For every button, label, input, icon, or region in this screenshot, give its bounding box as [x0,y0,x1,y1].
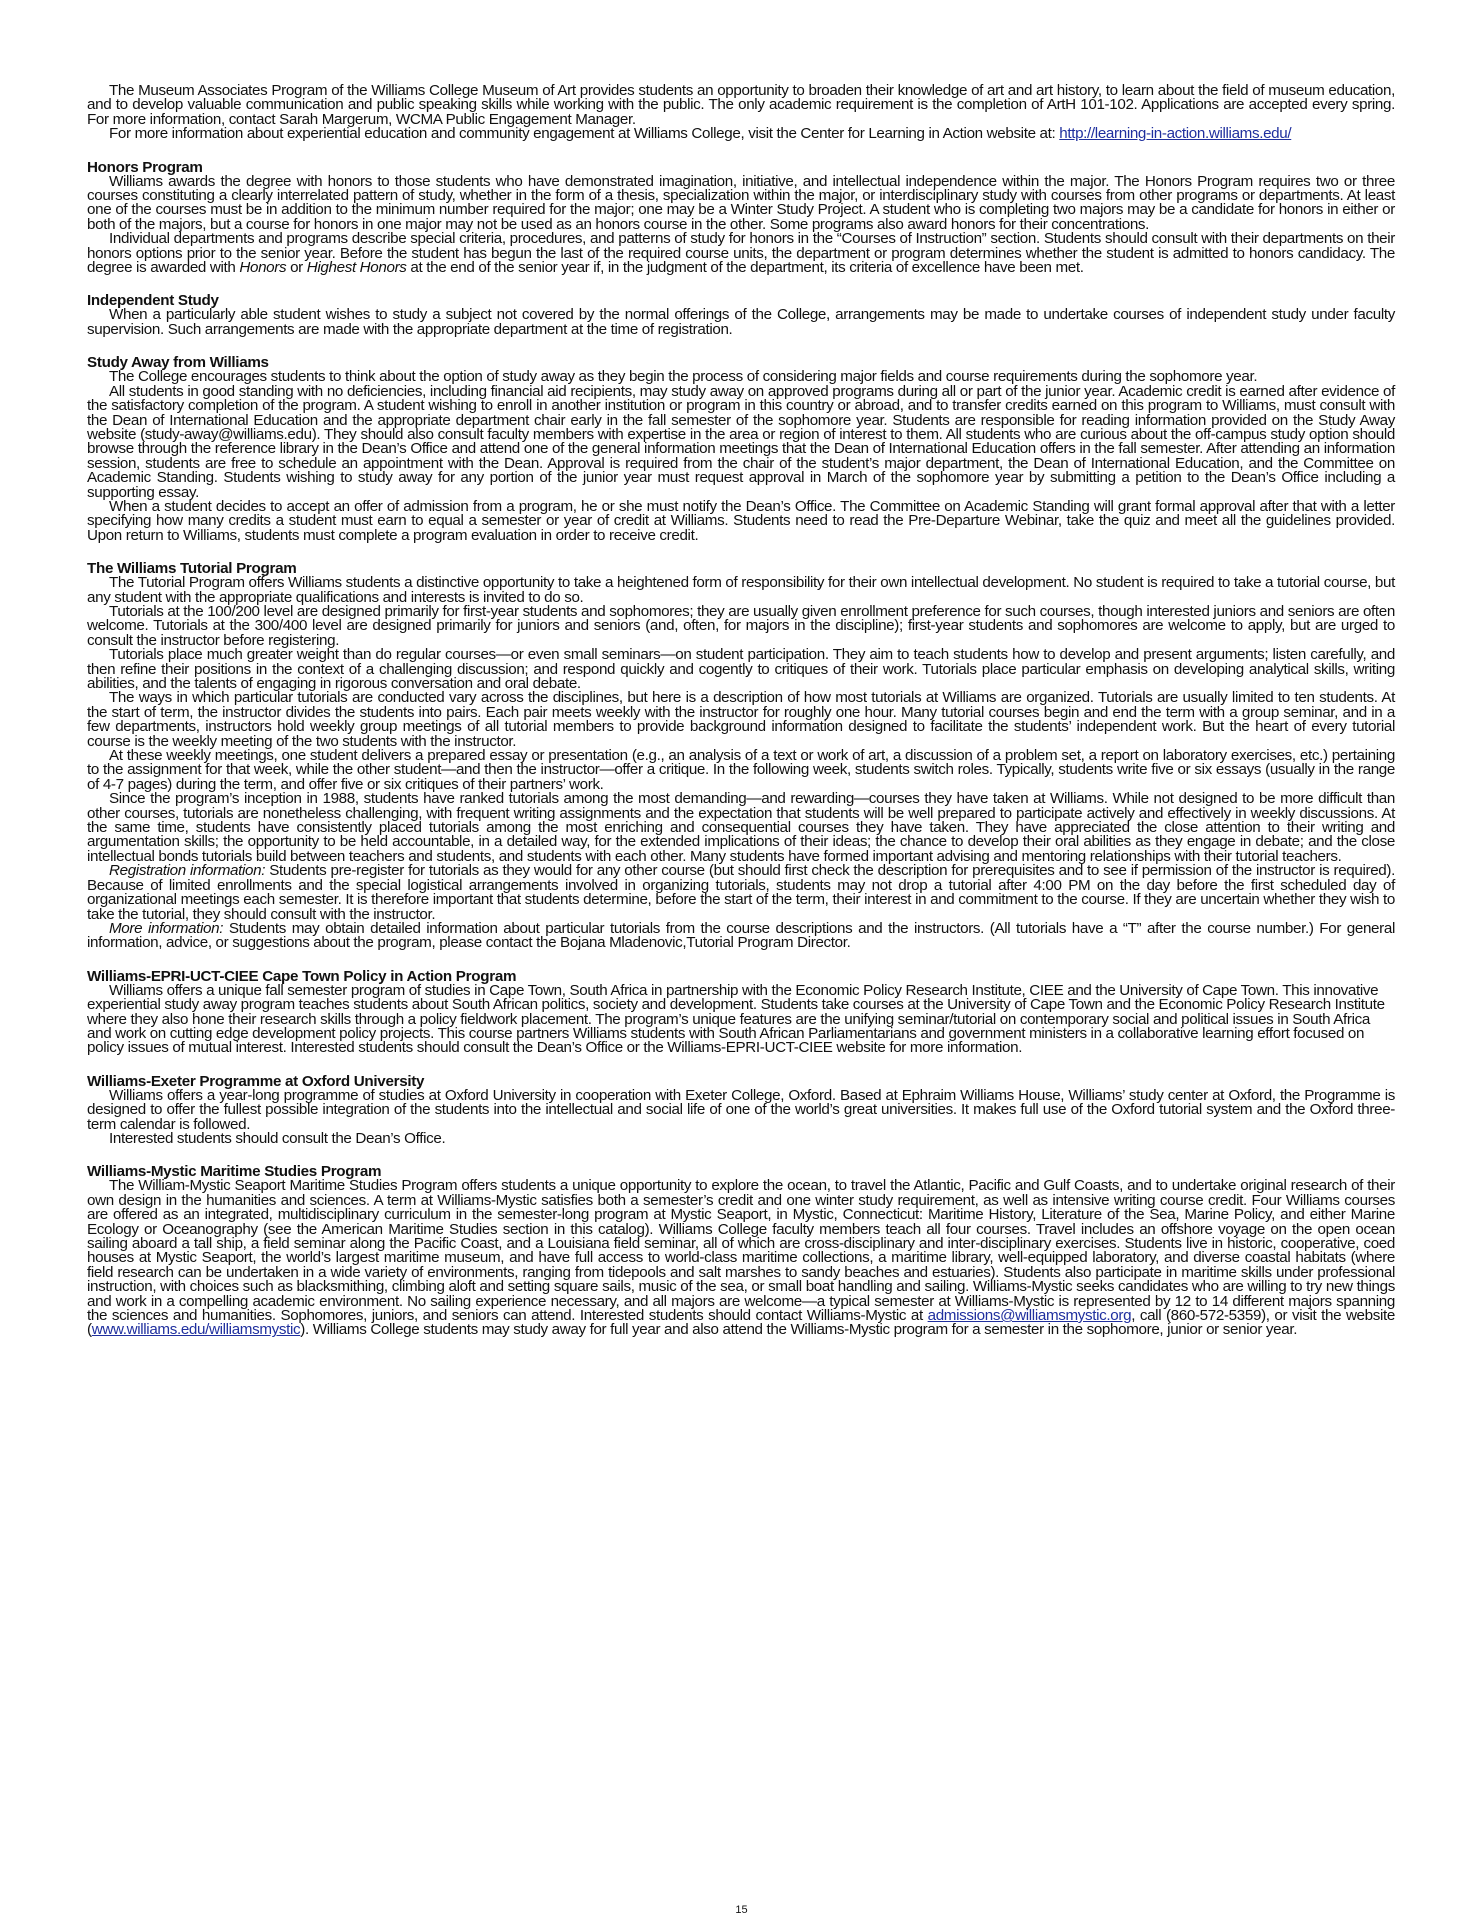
section-study-away [87,355,1395,543]
paragraph: The ways in which particular tutorials are conducted vary across the disciplines, but here is a description of how most tutorials at Williams are organized. Tutorials are usually limited to ten students. At the start of term, the instructor divides the students into pairs. Each pair meets weekly with the instructor for roughly one hour. Many tutorial courses begin and end the term with a group seminar, and in a few departments, instructors hold weekly group meetings of all tutorial members to provide background information designed to facilitate the students’ independent work. But the heart of every tutorial course is the weekly meeting of the two students with the instructor. [87,689,1395,750]
paragraph: The Museum Associates Program of the Williams College Museum of Art provides students an opportunity to broaden their knowledge of art and art history, to learn about the field of museum education, and to develop valuable communication and public speaking skills while working with the public. The only academic requirement is the completion of ArtH 101-102. Applications are accepted every spring. For more information, contact Sarah Margerum, WCMA Public Engagement Manager. [87,82,1395,128]
paragraph: When a student decides to accept an offer of admission from a program, he or she must notify the Dean’s Office. The Committee on Academic Standing will grant formal approval after that with a letter specifying how many credits a student must earn to equal a semester or year of credit at Williams. Students need to read the Pre-Departure Webinar, take the quiz and meet all the guidelines provided. Upon return to Williams, students must complete a program evaluation in order to receive credit. [87,497,1395,544]
mystic-email-link[interactable]: admissions@williamsmystic.org [927,1307,1132,1325]
more-info-label: More information: [109,919,224,937]
paragraph [87,232,1395,275]
section-heading: The Williams Tutorial Program [87,560,297,578]
paragraph-text: Individual departments and programs describe special criteria, procedures, and patterns of study for honors in the “Courses of Instruction” section. Students should consult with their departments on their honors options prior to the senior year. Before the student has begun the last of the required course units, the department or program determines whether the student is admitted to honors candidacy. The degree is awarded with [87,230,1395,277]
section-honors [87,160,1395,276]
section-heading: Honors Program [87,158,203,176]
section-heading: Study Away from Williams [87,354,269,372]
section-heading: Williams-EPRI-UCT-CIEE Cape Town Policy in Action Program [87,967,517,985]
section-heading: Williams-Exeter Programme at Oxford University [87,1072,425,1090]
emphasis-honors: Honors [239,259,287,277]
paragraph-text: For more information about experiential education and community engagement at Williams College, visit the Center for Learning in Action website at: [109,125,1060,143]
paragraph: Williams offers a year-long programme of studies at Oxford University in cooperation with Exeter College, Oxford. Based at Ephraim Williams House, Williams’ study center at Oxford, the Programme is designed to offer the fullest possible integration of the students into the intellectual and social life of one of the world’s great universities. It makes full use of the Oxford tutorial system and the Oxford three-term calendar is followed. [87,1086,1395,1133]
section-heading: Independent Study [87,292,219,310]
paragraph-text: ). Williams College students may study away for full year and also attend the Williams-Mystic program for a semester in the sophomore, junior or senior year. [300,1321,1298,1339]
section-mystic [87,1164,1395,1337]
catalog-page [87,84,1395,1338]
learning-in-action-link[interactable]: http://learning-in-action.williams.edu/ [1059,125,1292,143]
paragraph [87,919,1395,952]
paragraph-text: or [286,259,307,277]
paragraph: Tutorials at the 100/200 level are designed primarily for first-year students and sophomores; they are usually given enrollment preference for such courses, though interested juniors and seniors are often welcome. Tutorials at the 300/400 level are designed primarily for juniors and seniors (and, often, for majors in the discipline); first-year students and sophomores are welcome to apply, but are urged to consult the instructor before registering. [87,602,1395,649]
paragraph-text: Students may obtain detailed information about particular tutorials from the course descriptions and the instructors. (All tutorials have a “T” after the course number.) For general information, advice, or suggestions about the program, please contact the Bojana Mladenovic,Tutorial Program Director. [87,919,1395,952]
paragraph: Tutorials place much greater weight than do regular courses—or even small seminars—on student participation. They aim to teach students how to develop and present arguments; listen carefully, and then refine their positions in the context of a challenging discussion; and respond quickly and cogently to critiques of their work. Tutorials place particular emphasis on developing analytical skills, writing abilities, and the talents of engaging in rigorous conversation and oral debate. [87,646,1395,692]
page-number: 15 [735,1904,748,1916]
paragraph [87,1179,1395,1337]
mystic-website-link[interactable]: www.williams.edu/williamsmystic [91,1321,301,1339]
paragraph: The College encourages students to think about the option of study away as they begin the process of considering major fields and course requirements during the sophomore year. [109,368,1258,386]
emphasis-highest-honors: Highest Honors [306,259,407,277]
paragraph [87,864,1395,922]
section-exeter [87,1074,1395,1147]
paragraph: Williams offers a unique fall semester program of studies in Cape Town, South Africa in partnership with the Economic Policy Research Institute, CIEE and the University of Cape Town. This innovative experiential study away program teaches students about South African politics, society and development. Students take courses at the University of Cape Town and the Economic Policy Research Institute where they also hone their research skills through a policy fieldwork placement. The program’s unique features are the unifying seminar/tutorial on contemporary social and political issues in South Africa and work on cutting edge development policy projects. This course partners Williams students with South African Parliamentarians and government ministers in a collaborative learning effort focused on policy issues of mutual interest. Interested students should consult the Dean’s Office or the Williams-EPRI-UCT-CIEE website for more information. [87,981,1385,1057]
registration-label: Registration information: [109,862,266,880]
paragraph: At these weekly meetings, one student delivers a prepared essay or presentation (e.g., an analysis of a text or work of art, a discussion of a problem set, a report on laboratory exercises, etc.) pertaining to the assignment for that week, while the other student—and then the instructor—offer a critique. In the following week, students switch roles. Typically, students write five or six essays (usually in the range of 4-7 pages) during the term, and offer five or six critiques of their partners’ work. [87,747,1395,793]
paragraph: Since the program’s inception in 1988, students have ranked tutorials among the most demanding—and rewarding—courses they have taken at Williams. While not designed to be more difficult than other courses, tutorials are nonetheless challenging, with frequent writing assignments and the expectation that students will be well prepared to participate actively and effectively in weekly discussions. At the same time, students have consistently placed tutorials among the most enriching and consequential courses they have taken. They have appreciated the close attention to their writing and argumentation skills; the opportunity to be held accountable, in a detailed way, for the extended implications of their ideas; the chance to develop their oral abilities as they engage in debate; and the close intellectual bonds tutorials build between teachers and students, and students with each other. Many students have formed important advising and mentoring relationships with their tutorial teachers. [87,790,1395,865]
paragraph [87,127,1395,141]
paragraph-text: at the end of the senior year if, in the judgment of the department, its criteria of excellence have been met. [406,259,1084,277]
section-heading: Williams-Mystic Maritime Studies Program [87,1163,382,1181]
section-independent-study [87,293,1395,337]
paragraph-text: The William-Mystic Seaport Maritime Studies Program offers students a unique opportunity to explore the ocean, to travel the Atlantic, Pacific and Gulf Coasts, and to undertake original research of their own design in the humanities and sciences. A term at Williams-Mystic satisfies both a semester’s credit and one winter study requirement, as well as intensive writing course credit. Four Williams courses are offered as an integrated, multidisciplinary curriculum in the semester-long program at Mystic Seaport, in Mystic, Connecticut: Maritime History, Literature of the Sea, Marine Policy, and either Marine Ecology or Oceanography (see the American Maritime Studies section in this catalog). Williams College faculty members teach all four courses. Travel includes an offshore voyage on the open ocean sailing aboard a tall ship, a field seminar along the Pacific Coast, and a Louisiana field seminar, all of which are cross-disciplinary and inter-disciplinary exercises. Students live in historic, cooperative, coed houses at Mystic Seaport, the world’s largest maritime museum, and have full access to world-class maritime collections, a maritime library, well-equipped laboratory, and diverse coastal habitats (where field research can be undertaken in a wide variety of environments, ranging from tidepools and salt marshes to sandy beaches and estuaries). Students also participate in maritime skills under professional instruction, with choices such as blacksmithing, climbing aloft and setting square sails, music of the sea, or small boat handling and sailing. Williams-Mystic seeks candidates who are willing to try new things and work in a compelling academic environment. No sailing experience necessary, and all majors are welcome—a typical semester at Williams-Mystic is represented by 12 to 14 different majors spanning the sciences and humanities. Sophomores, juniors, and seniors can attend. Interested students should contact Williams-Mystic at [87,1177,1395,1325]
paragraph: Interested students should consult the Dean’s Office. [109,1129,446,1147]
paragraph-text: , call (860-572-5359), or visit the website ( [87,1307,1395,1339]
paragraph: The Tutorial Program offers Williams students a distinctive opportunity to take a heightened form of responsibility for their own intellectual development. No student is required to take a tutorial course, but any student with the appropriate qualifications and interests is invited to do so. [87,574,1395,606]
section-tutorial-program [87,561,1395,951]
section-museum-associates [87,84,1395,142]
paragraph-text: Students pre-register for tutorials as they would for any other course (but should first check the description for prerequisites and to see if permission of the instructor is required). Because of limited enrollments and the special logistical arrangements involved in organizing tutorials, students may not drop a tutorial after 4:00 PM on the day before the first scheduled day of organizational meetings each semester. It is therefore important that students determine, before the start of the term, their interest in and commitment to the course. If they are uncertain whether they wish to take the tutorial, they should consult with the instructor. [87,862,1395,923]
paragraph: All students in good standing with no deficiencies, including financial aid recipients, may study away on approved programs during all or part of the junior year. Academic credit is earned after evidence of the satisfactory completion of the program. A student wishing to enroll in another institution or program in this country or abroad, and to transfer credits earned on this program to Williams, must consult with the Dean of International Education and the appropriate department chair early in the fall semester of the sophomore year. Students are responsible for reading information provided on the Study Away website (study-away@williams.edu). They should also consult faculty members with expertise in the area or region of interest to them. All students who are curious about the off-campus study option should browse through the reference library in the Dean’s Office and attend one of the general information meetings that the Dean of International Education offers in the fall semester. After attending an information session, students are free to schedule an appointment with the Dean. Approval is required from the chair of the student’s major department, the Dean of International Education, and the Committee on Academic Standing. Students wishing to study away for any portion of the junior year must request approval in March of the sophomore year by submitting a petition to the Dean’s Office including a supporting essay. [87,382,1395,501]
paragraph: When a particularly able student wishes to study a subject not covered by the normal offerings of the College, arrangements may be made to undertake courses of independent study under faculty supervision. Such arrangements are made with the appropriate department at the time of registration. [87,306,1395,338]
paragraph: Williams awards the degree with honors to those students who have demonstrated imagination, initiative, and intellectual independence within the major. The Honors Program requires two or three courses constituting a clearly interrelated pattern of study, whether in the form of a thesis, specialization within the major, or interdisciplinary study with courses from other programs or departments. At least one of the courses must be in addition to the minimum number required for the major; one may be a Winter Study Project. A student who is completing two majors may be a candidate for honors in either or both of the majors, but a course for honors in one major may not be used as an honors course in the other. Some programs also award honors for their concentrations. [87,172,1395,233]
section-cape-town [87,969,1395,1056]
